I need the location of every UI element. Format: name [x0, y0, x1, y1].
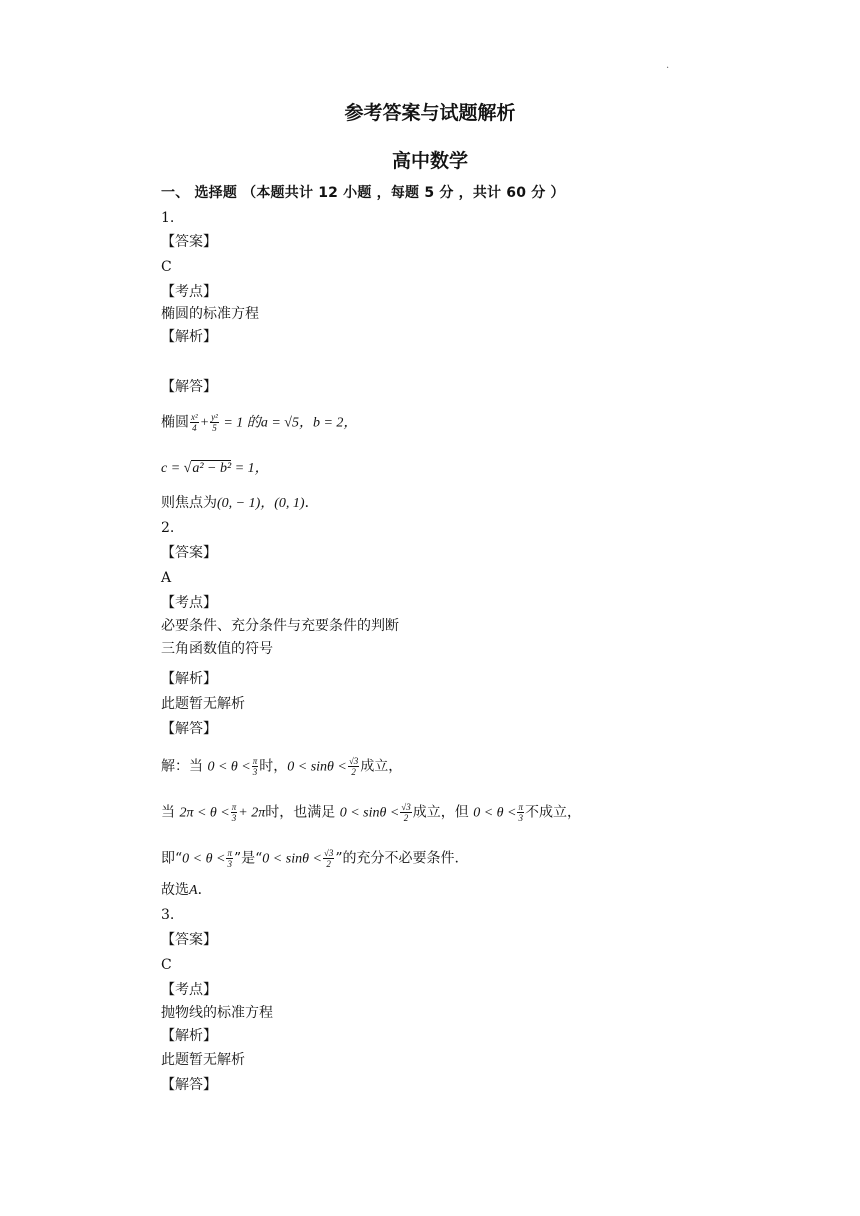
- q2-answer-label: 【答案】: [161, 545, 217, 561]
- q2-point-label: 【考点】: [161, 595, 217, 611]
- text-span: ．: [197, 882, 212, 898]
- text-span: 时，也满足: [265, 804, 340, 821]
- q1-point-label: 【考点】: [161, 284, 217, 300]
- radicand: a² − b²: [192, 461, 232, 476]
- fraction: [323, 848, 334, 869]
- numerator: π: [231, 802, 237, 812]
- text-span: 成立，: [360, 758, 403, 775]
- numerator: y²: [211, 412, 218, 422]
- math-span: (0, − 1)，(0, 1): [217, 496, 305, 511]
- q2-point-1: 必要条件、充分条件与充要条件的判断: [161, 618, 399, 634]
- fraction: [252, 756, 259, 777]
- q1-number: 1.: [161, 210, 175, 226]
- math-span: 0 < θ <: [473, 805, 517, 821]
- math-span: A: [189, 883, 198, 898]
- math-span: 2π < θ <: [179, 805, 230, 821]
- text-span: ”的充分不必要条件.: [335, 850, 459, 867]
- page-subtitle: 高中数学: [391, 150, 468, 172]
- q2-solution-line4: [161, 880, 212, 901]
- fraction: [210, 412, 219, 433]
- numerator: x²: [191, 412, 198, 422]
- text-span: 即“: [161, 850, 183, 867]
- q2-solution-line2: [161, 802, 581, 824]
- q3-point: 抛物线的标准方程: [161, 1005, 273, 1021]
- q1-point: 椭圆的标准方程: [161, 306, 259, 322]
- fraction: [348, 756, 359, 777]
- numerator: √3: [323, 848, 334, 858]
- math-span: = 1 的: [219, 415, 261, 431]
- math-span: 0 < θ <: [207, 759, 251, 775]
- text-span: 则焦点为: [161, 495, 217, 511]
- denominator: 2: [351, 767, 356, 777]
- fraction: [400, 802, 411, 823]
- q1-analysis-label: 【解析】: [161, 329, 217, 345]
- q1-answer-label: 【答案】: [161, 234, 217, 250]
- math-span: c =: [161, 461, 184, 476]
- denominator: 3: [252, 767, 258, 777]
- math-span: +: [199, 415, 210, 431]
- q1-solution-line2: [161, 458, 269, 479]
- text-span: 当: [161, 804, 180, 821]
- sqrt-symbol: √: [183, 461, 192, 476]
- corner-mark: .: [666, 60, 670, 71]
- text-span: ”是“: [233, 850, 263, 867]
- q3-analysis-label: 【解析】: [161, 1028, 217, 1044]
- math-span: = 1，: [231, 461, 269, 476]
- denominator: 2: [326, 859, 331, 869]
- q3-number: 3.: [161, 907, 175, 923]
- numerator: π: [227, 848, 232, 858]
- q2-point-2: 三角函数值的符号: [161, 641, 273, 657]
- q2-analysis: 此题暂无解析: [161, 696, 245, 712]
- fraction: [517, 802, 524, 823]
- denominator: 3: [518, 813, 523, 823]
- q2-answer: A: [161, 570, 172, 586]
- q1-answer: C: [161, 259, 172, 275]
- q1-solution-label: 【解答】: [161, 379, 217, 395]
- section-heading: 一、 选择题 （本题共计 12 小题 ，每题 5 分 ，共计 60 分 ）: [161, 185, 565, 201]
- text-span: 时，: [259, 758, 288, 775]
- denominator: 4: [192, 423, 197, 433]
- q2-analysis-label: 【解析】: [161, 671, 217, 687]
- math-span: ，b = 2，: [298, 415, 358, 431]
- q3-analysis: 此题暂无解析: [161, 1052, 245, 1068]
- numerator: √3: [348, 756, 359, 766]
- q3-solution-label: 【解答】: [161, 1077, 217, 1093]
- math-span: a = √5: [260, 415, 299, 431]
- math-span: 0 < θ <: [182, 851, 226, 867]
- q1-solution-line3: [161, 493, 319, 514]
- q2-solution-line3: [161, 848, 459, 870]
- denominator: 2: [403, 813, 409, 823]
- q3-point-label: 【考点】: [161, 982, 217, 998]
- denominator: 3: [231, 813, 237, 823]
- text-span: 故选: [161, 882, 189, 898]
- math-span: + 2π: [238, 805, 266, 821]
- numerator: √3: [401, 802, 411, 812]
- q2-number: 2.: [161, 520, 175, 536]
- denominator: 5: [212, 423, 217, 433]
- text-span: 解：当: [161, 758, 208, 775]
- text-span: ．: [304, 495, 319, 511]
- fraction: [190, 412, 199, 433]
- text-span: 不成立，: [525, 804, 581, 821]
- page-title: 参考答案与试题解析: [344, 102, 516, 124]
- text-span: 椭圆: [161, 414, 189, 431]
- numerator: π: [252, 756, 258, 766]
- math-span: 0 < sinθ <: [262, 851, 322, 867]
- q3-answer-label: 【答案】: [161, 932, 217, 948]
- q2-solution-line1: [161, 756, 402, 778]
- q1-solution-line1: [161, 412, 357, 434]
- q2-solution-label: 【解答】: [161, 721, 217, 737]
- q3-answer: C: [161, 957, 172, 973]
- fraction: [226, 848, 233, 869]
- numerator: π: [518, 802, 523, 812]
- denominator: 3: [227, 859, 232, 869]
- text-span: 成立，但: [412, 804, 474, 821]
- fraction: [231, 802, 238, 823]
- math-span: 0 < sinθ <: [287, 759, 347, 775]
- math-span: 0 < sinθ <: [339, 805, 400, 821]
